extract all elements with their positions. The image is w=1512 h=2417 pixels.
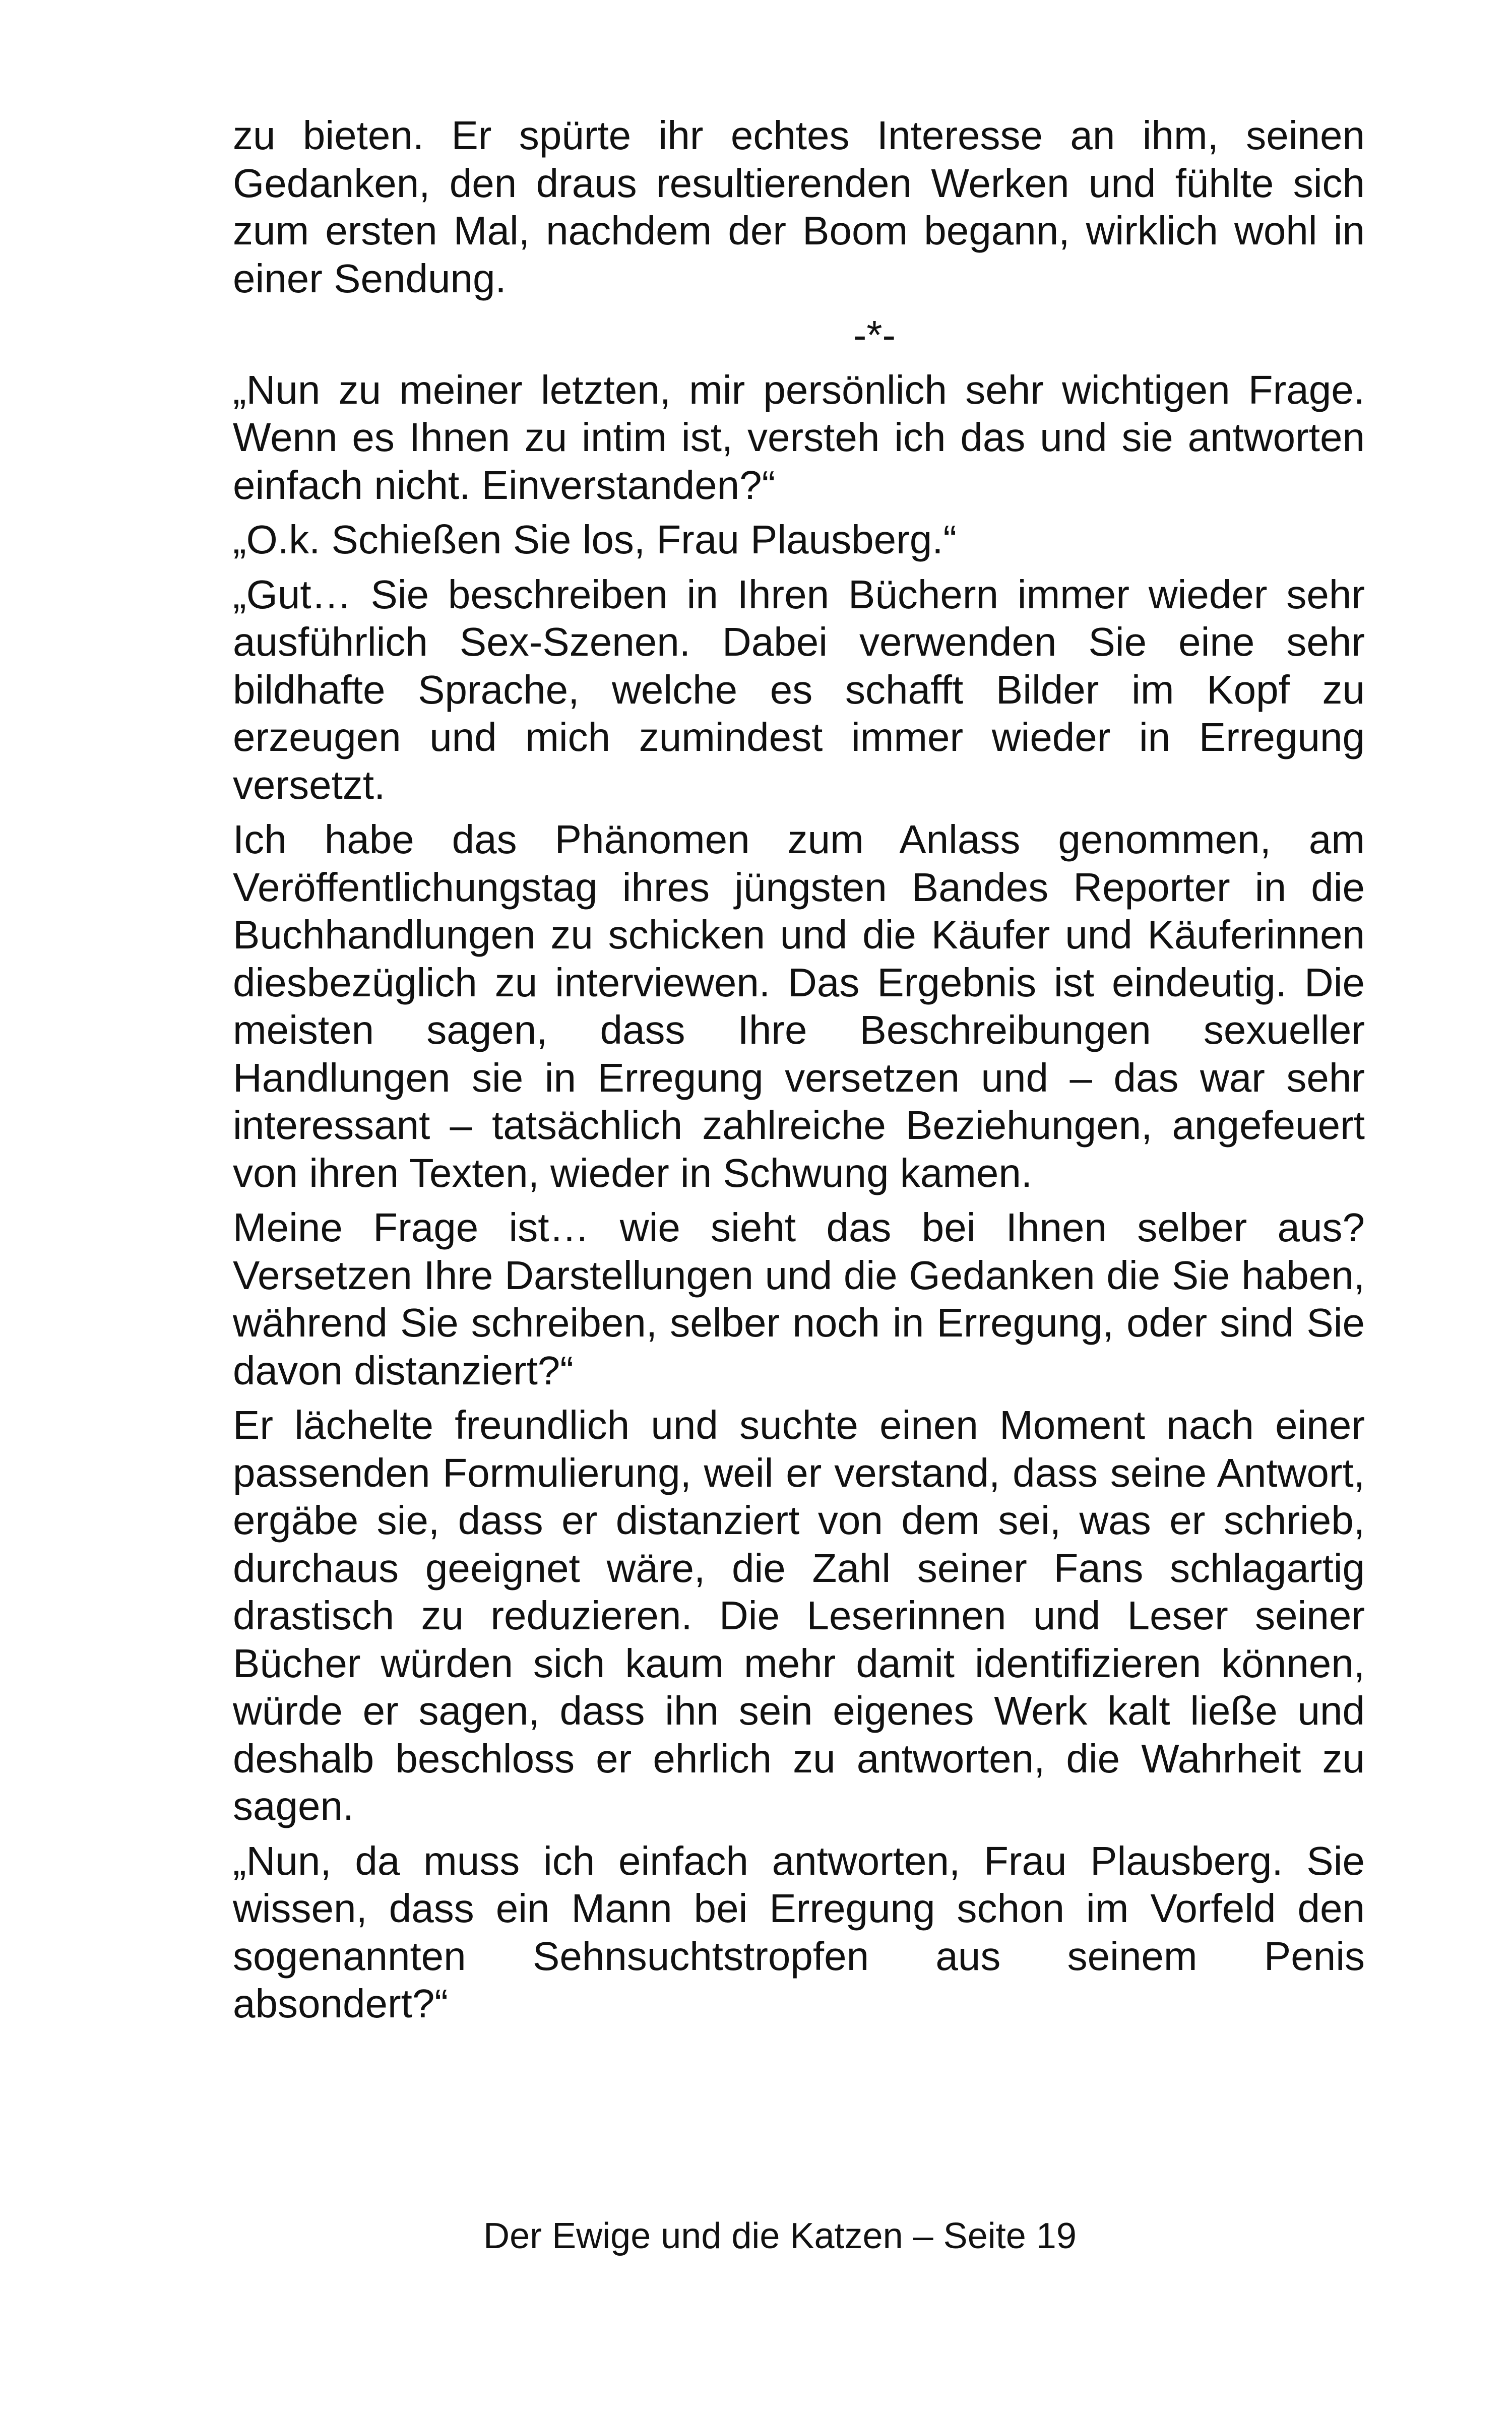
- paragraph: „Nun zu meiner letzten, mir persönlich sehr wichtigen Frage. Wenn es Ihnen zu intim ist, versteh ich das und sie antworten einfach nicht. Einverstanden?“: [233, 367, 1365, 507]
- paragraph: „Nun, da muss ich einfach antworten, Frau Plausberg. Sie wissen, dass ein Mann bei Erregung schon im Vorfeld den sogenannten Sehnsuchtstropfen aus seinem Penis absondert?“: [233, 1838, 1365, 2026]
- body-text: [233, 112, 1365, 2035]
- paragraph: Er lächelte freundlich und suchte einen Moment nach einer passenden Formulierung, weil er verstand, dass seine Antwort, ergäbe sie, dass er distanziert von dem sei, was er schrieb, durchaus geeignet wäre, die Zahl seiner Fans schlagartig drastisch zu reduzieren. Die Leserinnen und Leser seiner Bücher würden sich kaum mehr damit identifizieren können, würde er sagen, dass ihn sein eigenes Werk kalt ließe und deshalb beschloss er ehrlich zu antworten, die Wahrheit zu sagen.: [233, 1403, 1365, 1828]
- paragraph: Meine Frage ist… wie sieht das bei Ihnen selber aus? Versetzen Ihre Darstellungen und die Gedanken die Sie haben, während Sie schreiben, selber noch in Erregung, oder sind Sie davon distanziert?“: [233, 1205, 1365, 1393]
- paragraph: zu bieten. Er spürte ihr echtes Interesse an ihm, seinen Gedanken, den draus resultierenden Werken und fühlte sich zum ersten Mal, nachdem der Boom begann, wirklich wohl in einer Sendung.: [233, 113, 1365, 301]
- section-separator: -*-: [853, 312, 896, 357]
- page-footer: Der Ewige und die Katzen – Seite 19: [483, 2216, 1077, 2256]
- paragraph: Ich habe das Phänomen zum Anlass genommen, am Veröffentlichungstag ihres jüngsten Bandes Reporter in die Buchhandlungen zu schicken und die Käufer und Käuferinnen diesbezüglich zu interviewen. Das Ergebnis ist eindeutig. Die meisten sagen, dass Ihre Beschreibungen sexueller Handlungen sie in Erregung versetzen und – das war sehr interessant – tatsächlich zahlreiche Beziehungen, angefeuert von ihren Texten, wieder in Schwung kamen.: [233, 817, 1365, 1195]
- paragraph: „Gut… Sie beschreiben in Ihren Büchern immer wieder sehr ausführlich Sex-Szenen. Dabei verwenden Sie eine sehr bildhafte Sprache, welche es schafft Bilder im Kopf zu erzeugen und mich zumindest immer wieder in Erregung versetzt.: [233, 571, 1365, 807]
- paragraph: „O.k. Schießen Sie los, Frau Plausberg.“: [233, 517, 957, 562]
